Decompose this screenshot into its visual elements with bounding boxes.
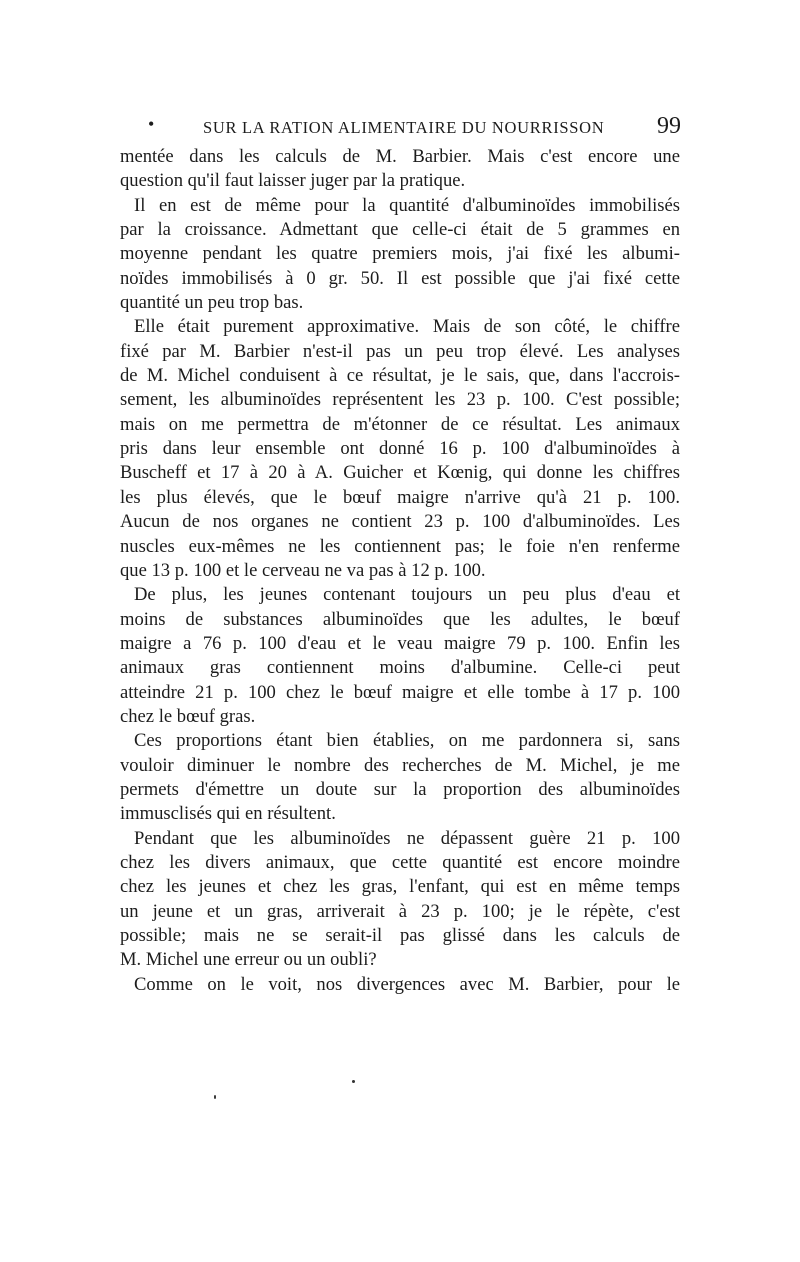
text-line: moyenne pendant les quatre premiers mois, j'ai fixé les albumi- <box>120 243 680 265</box>
text-line: Pendant que les albuminoïdes ne dépassent guère 21 p. 100 <box>134 827 680 849</box>
print-speck <box>214 1095 216 1099</box>
text-line: M. Michel une erreur ou un oubli? <box>120 949 377 971</box>
text-line: quantité un peu trop bas. <box>120 292 304 314</box>
text-line: pris dans leur ensemble ont donné 16 p. 100 d'albuminoïdes à <box>120 438 680 460</box>
text-line: que 13 p. 100 et le cerveau ne va pas à 12 p. 100. <box>120 559 486 581</box>
text-line: sement, les albuminoïdes représentent les 23 p. 100. C'est possible; <box>120 389 680 411</box>
print-speck <box>352 1080 355 1083</box>
page-header <box>148 113 681 143</box>
text-line: permets d'émettre un doute sur la proportion des albuminoïdes <box>120 778 680 800</box>
text-line: atteindre 21 p. 100 chez le bœuf maigre et elle tombe à 17 p. 100 <box>120 681 680 703</box>
text-line: nuscles eux-mêmes ne les contiennent pas; le foie n'en renferme <box>120 535 680 557</box>
text-line: mais on me permettra de m'étonner de ce résultat. Les animaux <box>120 413 680 435</box>
text-line: immusclisés qui en résultent. <box>120 803 336 825</box>
text-line: Il en est de même pour la quantité d'albuminoïdes immobilisés <box>134 194 680 216</box>
text-line: les plus élevés, que le bœuf maigre n'arrive qu'à 21 p. 100. <box>120 486 680 508</box>
running-title: SUR LA RATION ALIMENTAIRE DU NOURRISSON <box>203 118 605 137</box>
text-line: un jeune et un gras, arriverait à 23 p. 100; je le répète, c'est <box>120 900 680 922</box>
text-line: chez les divers animaux, que cette quantité est encore moindre <box>120 851 680 873</box>
text-line: maigre a 76 p. 100 d'eau et le veau maigre 79 p. 100. Enfin les <box>120 632 680 654</box>
text-line: par la croissance. Admettant que celle-ci était de 5 grammes en <box>120 219 680 241</box>
text-line: moins de substances albuminoïdes que les adultes, le bœuf <box>120 608 680 630</box>
text-line: Elle était purement approximative. Mais de son côté, le chiffre <box>134 316 680 338</box>
text-line: Comme on le voit, nos divergences avec M. Barbier, pour le <box>134 973 680 995</box>
text-line: noïdes immobilisés à 0 gr. 50. Il est possible que j'ai fixé cette <box>120 267 680 289</box>
text-line: vouloir diminuer le nombre des recherches de M. Michel, je me <box>120 754 680 776</box>
header-ornament-dot: • <box>148 114 155 134</box>
text-line: de M. Michel conduisent à ce résultat, je le sais, que, dans l'accrois- <box>120 365 680 387</box>
text-line: possible; mais ne se serait-il pas glissé dans les calculs de <box>120 925 680 946</box>
text-line: mentée dans les calculs de M. Barbier. Mais c'est encore une <box>120 146 680 167</box>
page-number: 99 <box>657 113 681 139</box>
text-line: chez les jeunes et chez les gras, l'enfant, qui est en même temps <box>120 876 680 898</box>
text-line: animaux gras contiennent moins d'albumine. Celle-ci peut <box>120 657 680 679</box>
text-line: question qu'il faut laisser juger par la pratique. <box>120 170 466 192</box>
text-line: chez le bœuf gras. <box>120 705 256 727</box>
body-text <box>120 145 680 997</box>
text-line: De plus, les jeunes contenant toujours un peu plus d'eau et <box>134 584 680 606</box>
text-line: Buscheff et 17 à 20 à A. Guicher et Kœnig, qui donne les chiffres <box>120 462 680 484</box>
text-line: Aucun de nos organes ne contient 23 p. 100 d'albuminoïdes. Les <box>120 511 680 533</box>
text-line: Ces proportions étant bien établies, on me pardonnera si, sans <box>134 730 680 752</box>
text-line: fixé par M. Barbier n'est-il pas un peu trop élevé. Les analyses <box>120 340 680 362</box>
